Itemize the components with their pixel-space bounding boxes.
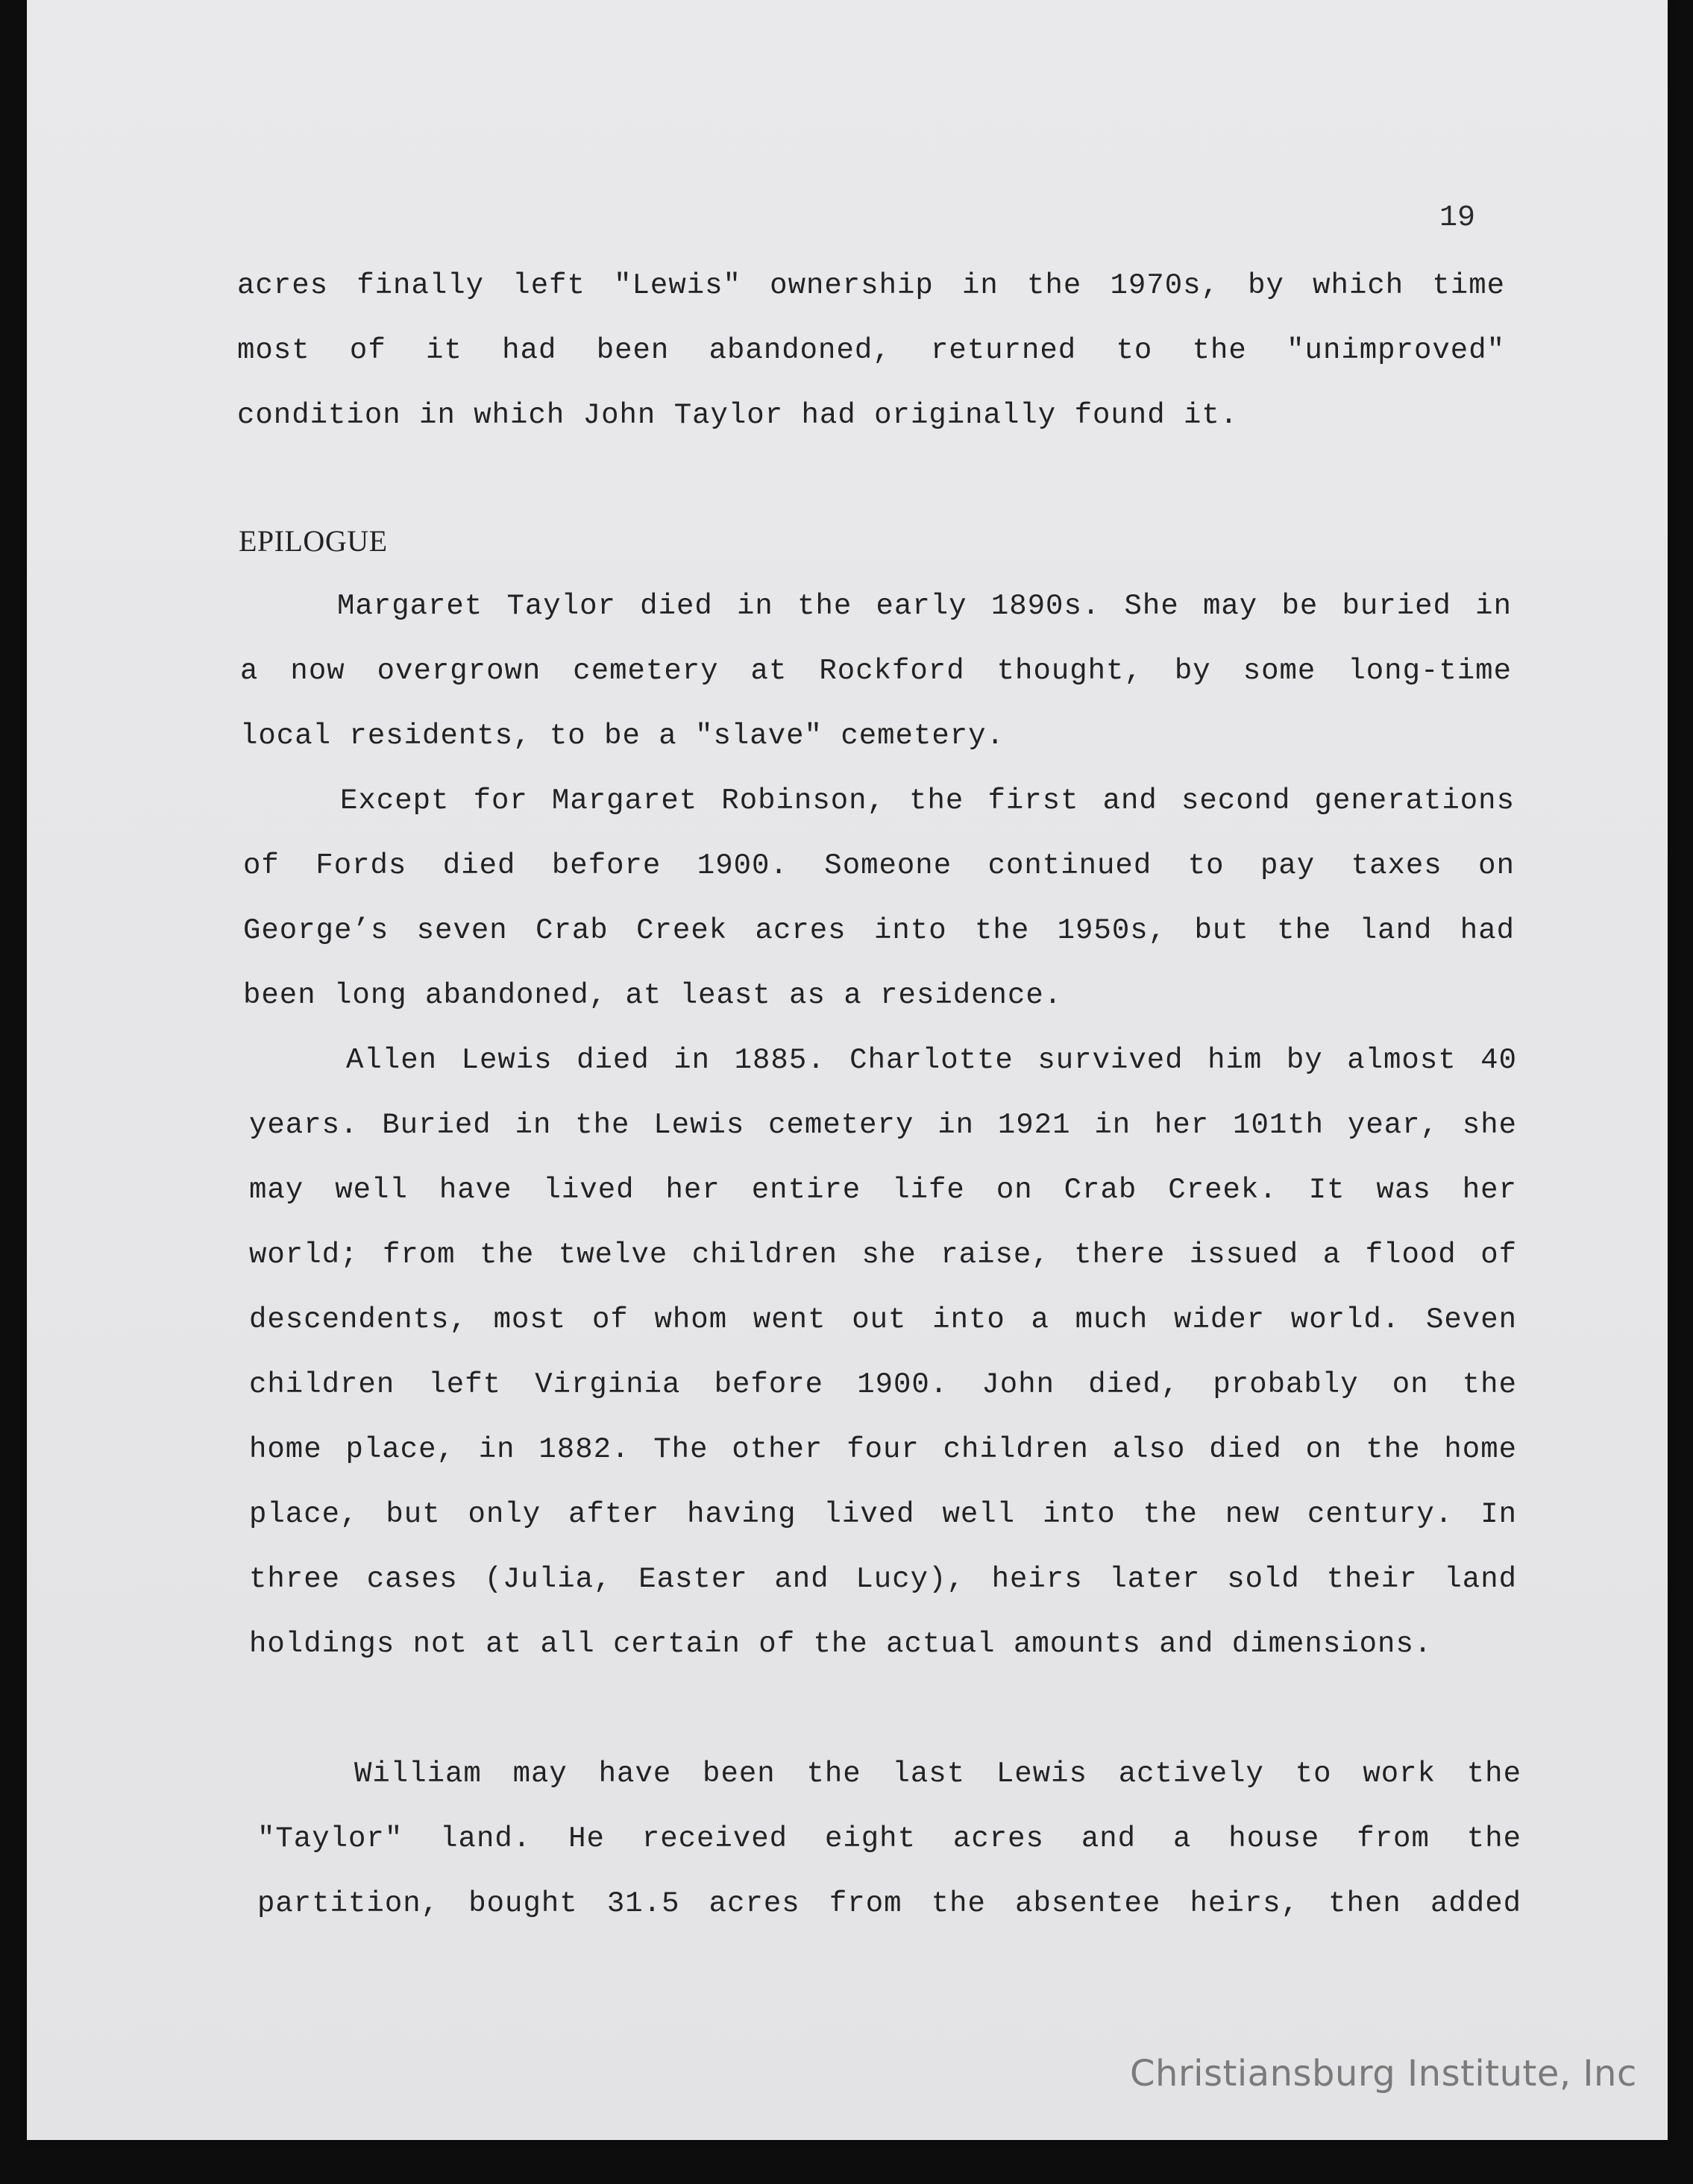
text-line: Margaret Taylor died in the early 1890s. She may be buried in xyxy=(337,590,1512,623)
text-line: home place, in 1882. The other four children also died on the home xyxy=(249,1433,1517,1466)
paragraph xyxy=(249,1028,1517,1677)
text-line: Allen Lewis died in 1885. Charlotte survived him by almost 40 xyxy=(346,1044,1517,1077)
text-line: years. Buried in the Lewis cemetery in 1921 in her 101th year, she xyxy=(249,1109,1517,1142)
text-line: of Fords died before 1900. Someone continued to pay taxes on xyxy=(243,849,1515,882)
text-line: acres finally left "Lewis" ownership in the 1970s, by which time xyxy=(237,269,1505,302)
text-line: George’s seven Crab Creek acres into the 1950s, but the land had xyxy=(243,914,1515,947)
text-line: holdings not at all certain of the actual amounts and dimensions. xyxy=(249,1628,1433,1661)
text-line: Except for Margaret Robinson, the first and second generations xyxy=(340,784,1515,817)
text-line: children left Virginia before 1900. John died, probably on the xyxy=(249,1368,1517,1401)
text-line: William may have been the last Lewis actively to work the xyxy=(354,1757,1521,1790)
section-heading: EPILOGUE xyxy=(239,524,388,558)
opening-paragraph xyxy=(237,254,1505,448)
text-line: three cases (Julia, Easter and Lucy), heirs later sold their land xyxy=(249,1563,1517,1596)
text-line: condition in which John Taylor had originally found it. xyxy=(237,399,1239,432)
text-line: world; from the twelve children she raise, there issued a flood of xyxy=(249,1239,1517,1271)
text-line: "Taylor" land. He received eight acres and a house from the xyxy=(257,1822,1521,1855)
text-line: been long abandoned, at least as a residence. xyxy=(243,979,1063,1012)
paragraph xyxy=(240,574,1512,769)
paragraph xyxy=(257,1742,1521,1936)
text-line: partition, bought 31.5 acres from the absentee heirs, then added xyxy=(257,1887,1521,1920)
watermark: Christiansburg Institute, Inc xyxy=(1130,2053,1637,2095)
text-line: may well have lived her entire life on Crab Creek. It was her xyxy=(249,1174,1517,1206)
text-line: place, but only after having lived well into the new century. In xyxy=(249,1498,1517,1531)
text-line: local residents, to be a "slave" cemetery. xyxy=(240,720,1005,752)
text-line: descendents, most of whom went out into a much wider world. Seven xyxy=(249,1303,1517,1336)
page-number: 19 xyxy=(1439,201,1476,235)
paragraph xyxy=(243,769,1515,1028)
text-line: a now overgrown cemetery at Rockford thought, by some long-time xyxy=(240,655,1512,687)
text-line: most of it had been abandoned, returned to the "unimproved" xyxy=(237,334,1505,367)
